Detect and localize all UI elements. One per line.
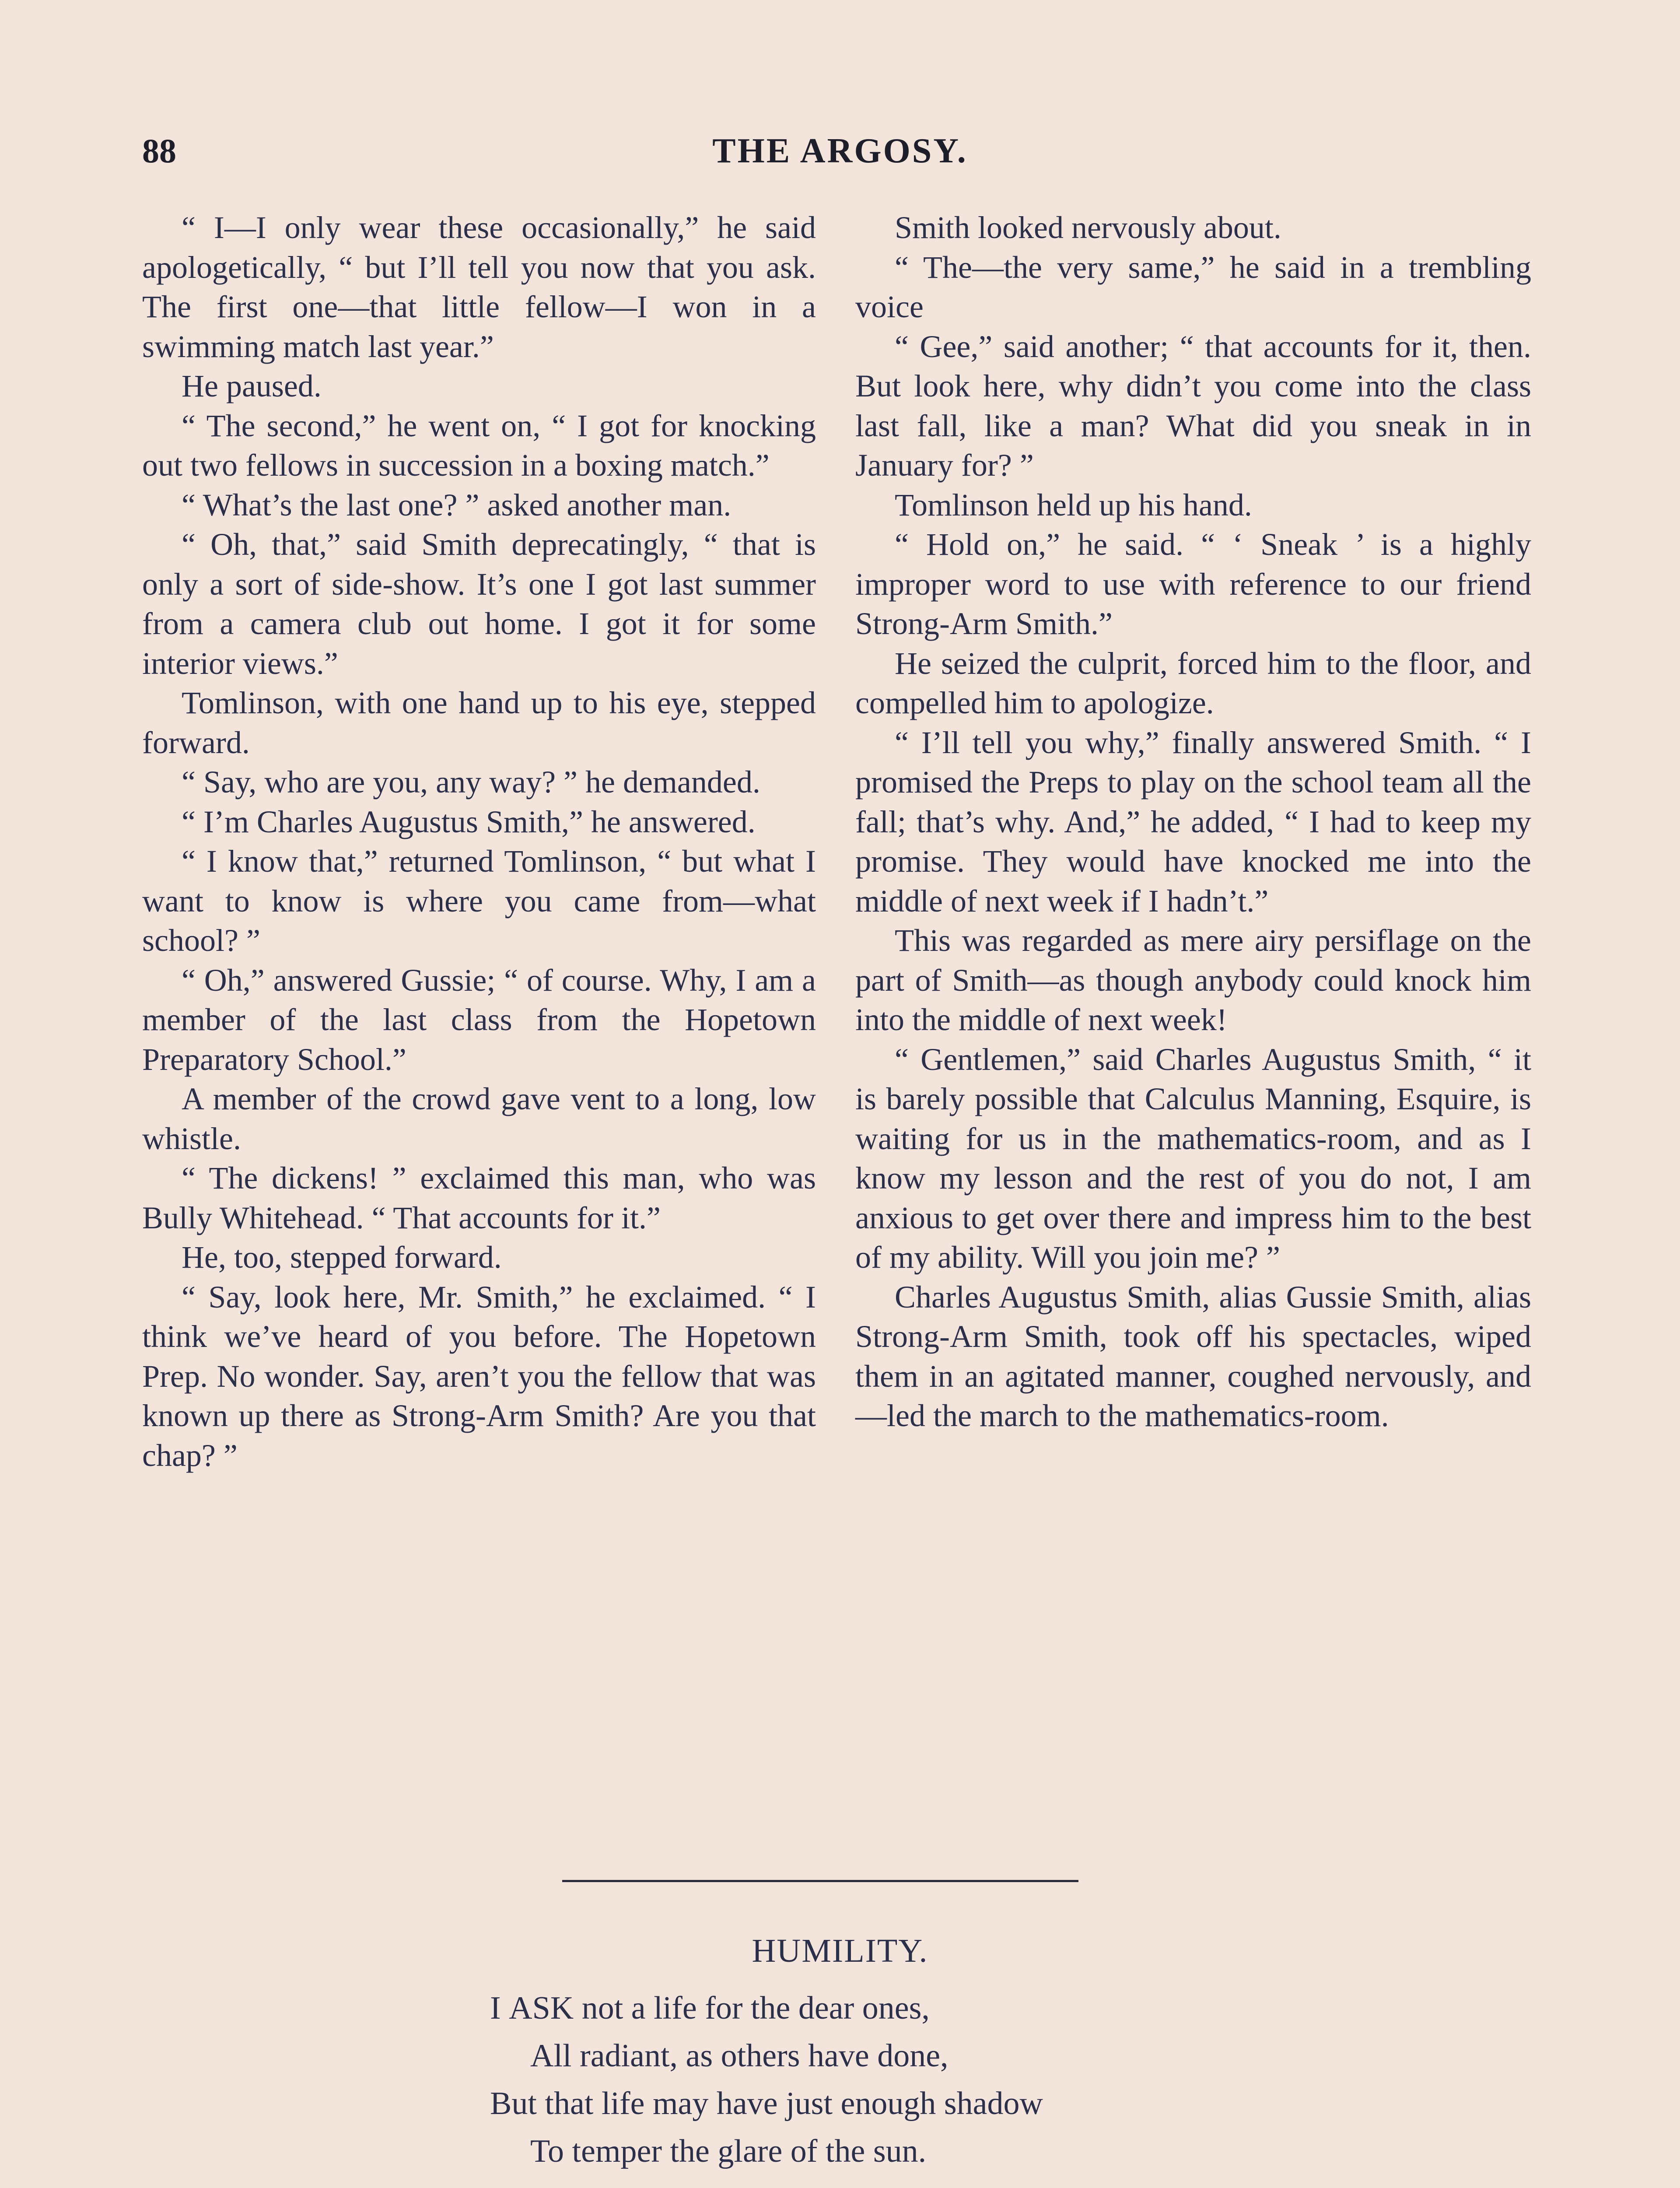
- paragraph: “ I’m Charles Augustus Smith,” he answered.: [182, 804, 756, 839]
- paragraph: A member of the crowd gave vent to a long, low whistle.: [142, 1081, 816, 1156]
- page-header: [142, 131, 1538, 179]
- paragraph: “ Oh,” answered Gussie; “ of course. Why, I am a member of the last class from the Hopetown Preparatory School.”: [142, 962, 816, 1077]
- paragraph: “ I—I only wear these occasionally,” he said apologetically, “ but I’ll tell you now that you ask. The first one—that little fellow—I won in a swimming match last year.”: [142, 210, 816, 364]
- paragraph: “ The—the very same,” he said in a trembling voice: [855, 249, 1531, 324]
- poem-title: HUMILITY.: [752, 1932, 928, 1969]
- paragraph: “ The dickens! ” exclaimed this man, who was Bully Whitehead. “ That accounts for it.”: [142, 1161, 816, 1235]
- section-divider: [562, 1880, 1078, 1882]
- paragraph: “ The second,” he went on, “ I got for knocking out two fellows in succession in a boxing match.”: [142, 408, 816, 483]
- paragraph: “ Gee,” said another; “ that accounts for it, then. But look here, why didn’t you come into the class last fall, like a man? What did you sneak in in January for? ”: [855, 329, 1531, 483]
- journal-title: THE ARGOSY.: [712, 132, 968, 170]
- paragraph: “ Gentlemen,” said Charles Augustus Smith, “ it is barely possible that Calculus Manning, Esquire, is waiting for us in the mathematics-room, and as I know my lesson and the rest of you do not, I am anxious to get over there and impress him to the best of my ability. Will you join me? ”: [855, 1041, 1531, 1275]
- left-column: [142, 208, 816, 1475]
- paragraph: Charles Augustus Smith, alias Gussie Smith, alias Strong-Arm Smith, took off his spectacles, wiped them in an agitated manner, coughed nervously, and—led the march to the mathematics-room.: [855, 1279, 1531, 1433]
- paragraph: Tomlinson, with one hand up to his eye, stepped forward.: [142, 685, 816, 760]
- paragraph: “ Oh, that,” said Smith deprecatingly, “ that is only a sort of side-show. It’s one I got last summer from a camera club out home. I got it for some interior views.”: [142, 527, 816, 681]
- paragraph: “ Say, look here, Mr. Smith,” he exclaimed. “ I think we’ve heard of you before. The Hopetown Prep. No wonder. Say, aren’t you the fellow that was known up there as Strong-Arm Smith? Are you that chap? ”: [142, 1279, 816, 1473]
- poem-line: But that life may have just enough shadow: [490, 2086, 1043, 2121]
- poem-line: All radiant, as others have done,: [530, 2038, 948, 2074]
- page-number: 88: [142, 132, 176, 170]
- paragraph: Smith looked nervously about.: [895, 210, 1281, 245]
- paragraph: He paused.: [182, 368, 322, 403]
- paragraph: “ I’ll tell you why,” finally answered Smith. “ I promised the Preps to play on the school team all the fall; that’s why. And,” he added, “ I had to keep my promise. They would have knocked me into the middle of next week if I hadn’t.”: [855, 725, 1531, 919]
- paragraph: He seized the culprit, forced him to the floor, and compelled him to apologize.: [855, 645, 1531, 720]
- poem-stanza: [490, 1985, 1365, 2175]
- poem-first-word: ASK: [509, 1990, 574, 2026]
- paragraph: He, too, stepped forward.: [182, 1240, 502, 1275]
- poem-first-line-rest: not a life for the dear ones,: [574, 1990, 930, 2026]
- paragraph: This was regarded as mere airy persiflage on the part of Smith—as though anybody could knock him into the middle of next week!: [855, 923, 1531, 1037]
- poem: [490, 1985, 1365, 2188]
- paragraph: “ Say, who are you, any way? ” he demanded.: [182, 764, 760, 799]
- poem-initial: I: [490, 1990, 501, 2026]
- paragraph: “ Hold on,” he said. “ ‘ Sneak ’ is a highly improper word to use with reference to our friend Strong-Arm Smith.”: [855, 527, 1531, 641]
- paragraph: Tomlinson held up his hand.: [895, 487, 1252, 522]
- right-column: [855, 208, 1531, 1436]
- paragraph: “ I know that,” returned Tomlinson, “ but what I want to know is where you came from—what school? ”: [142, 844, 816, 958]
- paragraph: “ What’s the last one? ” asked another man.: [182, 487, 732, 522]
- poem-line: [490, 1985, 1365, 2032]
- poem-line: To temper the glare of the sun.: [530, 2133, 927, 2169]
